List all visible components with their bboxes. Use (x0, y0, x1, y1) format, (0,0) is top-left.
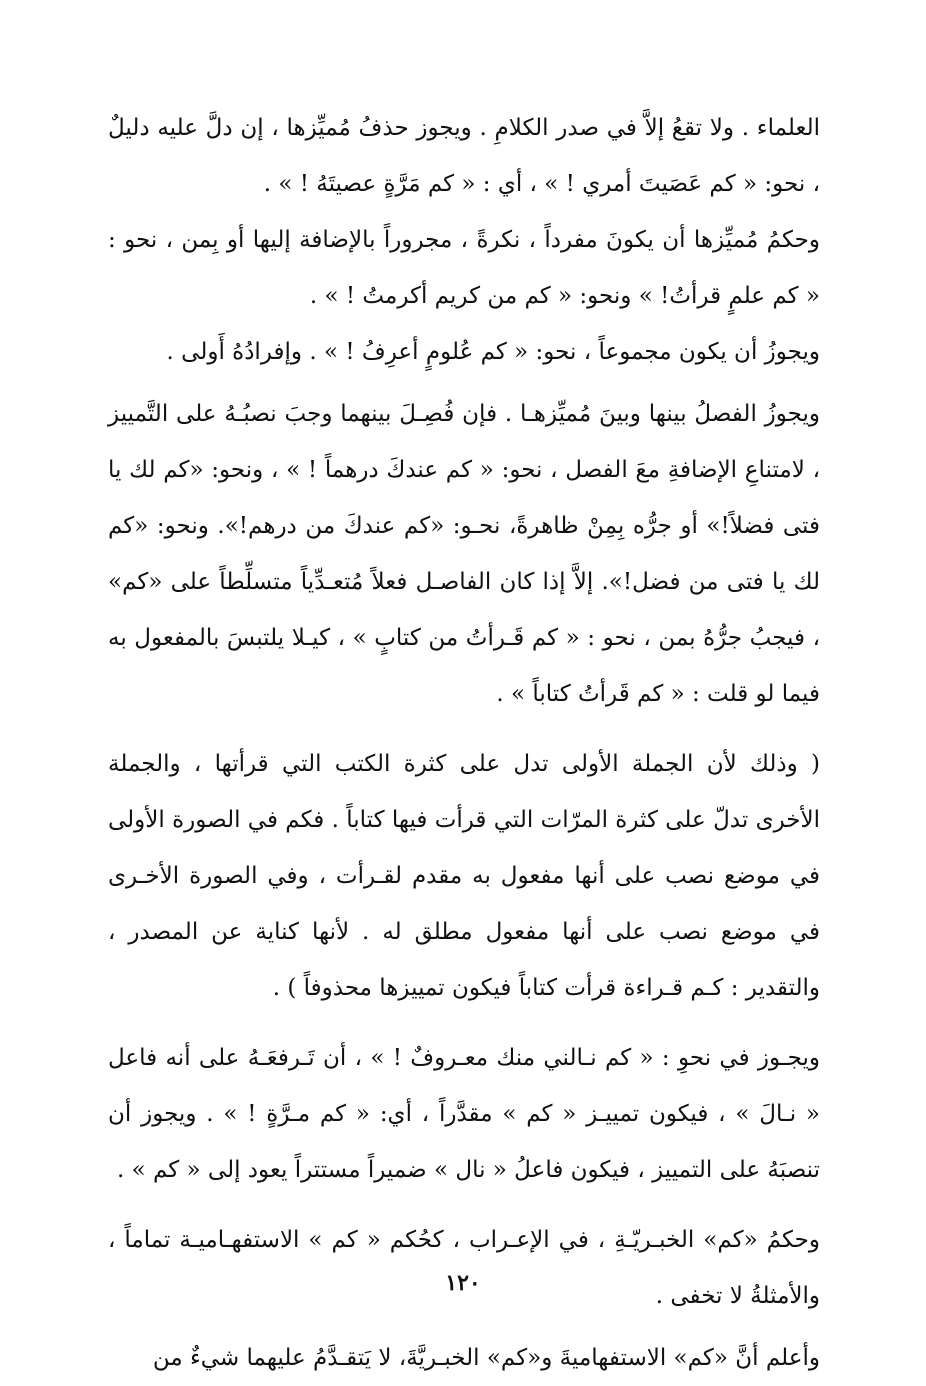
paragraph-6: ويجـوز في نحوِ : « كم نـالني منك معـروفٌ ! » ، أن تَـرفعَـهُ على أنه فاعل « نـالَ » ، فيكون تمييـز « كم » مقدَّراً ، أي: « كم مـرَّةٍ ! » . ويجوز أن تنصبَهُ على التمييز ، فيكون فاعلُ « نال » ضميراً مستتراً يعود إلى « كم » . (108, 1045, 820, 1183)
paragraph-4: ويجوزُ الفصلُ بينها وبينَ مُميِّزهـا . فإن فُصِـلَ بينهما وجبَ نصبُـهُ على التَّمييز ، لامتناعِ الإضافةِ معَ الفصل ، نحو: « كم عندكَ درهماً ! » ، ونحو: «كم لك يا فتى فضلاً!» أو جرُّه بِمِنْ ظاهرةً، نحـو: «كم عندكَ من درهم!». ونحو: «كم لك يا فتى من فضل!». إلاَّ إذا كان الفاصـل فعلاً مُتعـدِّياً متسلِّطاً على «كم» ، فيجبُ جرُّهُ بمن ، نحو : « كم قَـرأتُ من كتابٍ » ، كيـلا يلتبسَ بالمفعول به فيما لو قلت : « كم قَرأتُ كتاباً » . (108, 401, 820, 707)
paragraph-3: ويجوزُ أن يكون مجموعاً ، نحو: « كم عُلومٍ أعرِفُ ! » . وإفرادُهُ أَولى . (166, 339, 820, 365)
paragraph-1: العلماء . ولا تقعُ إلاَّ في صدر الكلامِ . ويجوز حذفُ مُميِّزها ، إن دلَّ عليه دليلٌ ، نحو: « كم عَصَيتَ أمري ! » ، أي : « كم مَرَّةٍ عصيتَهُ ! » . (108, 115, 820, 197)
paragraph-2: وحكمُ مُميِّزها أن يكونَ مفرداً ، نكرةً ، مجروراً بالإضافة إليها أو بِمن ، نحو : « كم علمٍ قرأتُ! » ونحو: « كم من كريم أكرمتُ ! » . (108, 227, 820, 309)
paragraph-8: وأعلم أنَّ «كم» الاستفهاميةَ و«كم» الخبـريَّةَ، لا يَتقـدَّمُ عليهما شيءٌ من (152, 1345, 820, 1371)
paragraph-5: ( وذلك لأن الجملة الأولى تدل على كثرة الكتب التي قرأتها ، والجملة الأخرى تدلّ على كثرة المرّات التي قرأت فيها كتاباً . فكم في الصورة الأولى في موضع نصب على أنها مفعول به مقدم لقـرأت ، وفي الصورة الأخـرى في موضع نصب على أنها مفعول مطلق له . لأنها كناية عن المصدر ، والتقدير : كـم قـراءة قرأت كتاباً فيكون تمييزها محذوفاً ) . (108, 751, 820, 1001)
paragraph-7: وحكمُ «كم» الخبـريّـةِ ، في الإعـراب ، كحُكم « كم » الاستفهـاميـة تماماً ، والأمثلةُ لا تخفى . (108, 1227, 820, 1309)
page-body (108, 100, 820, 1386)
page-number: ١٢٠ (445, 1270, 481, 1296)
